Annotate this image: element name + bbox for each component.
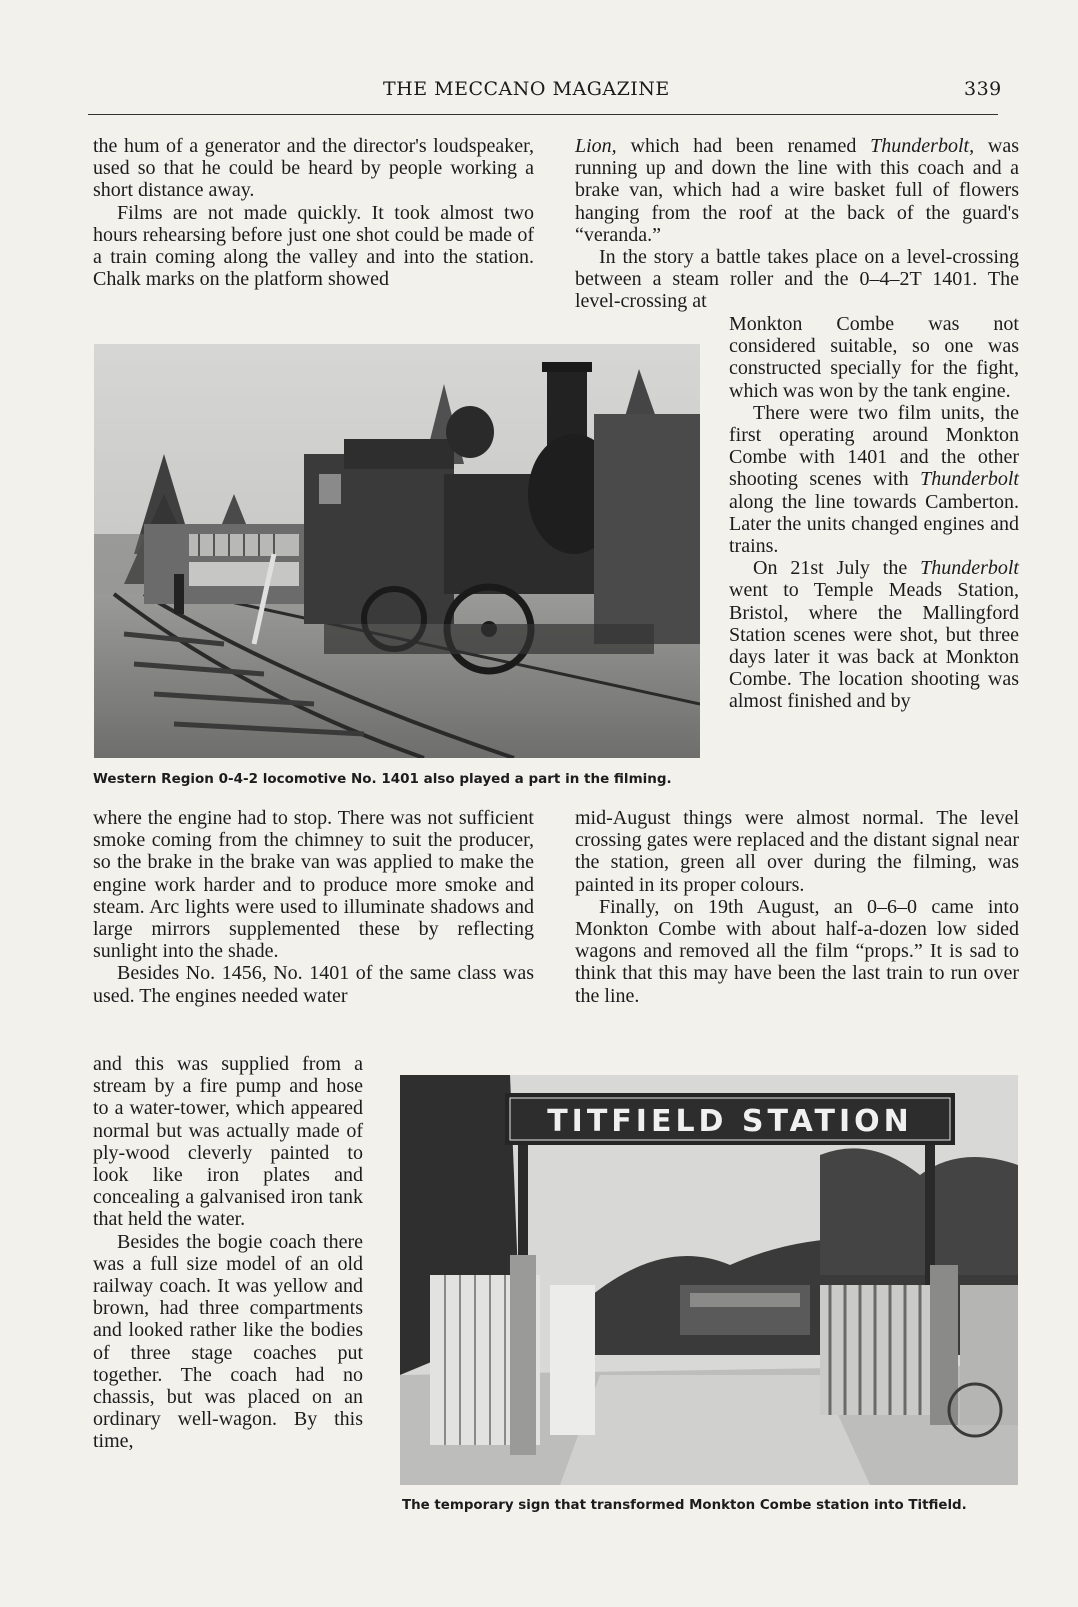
italic-title: Thunderbolt: [920, 468, 1019, 491]
page-number: 339: [964, 78, 1002, 100]
paragraph: and this was supplied from a stream by a fire pump and hose to a water-tower, which appeared normal but was actually made of ply-wood cleverly painted to look like iron plates and concealing a galvanised iron tank that held the water.: [93, 1053, 363, 1231]
text-run: which had been renamed: [616, 135, 871, 157]
text-run: along the line towards Camberton. Later the units changed engines and trains.: [729, 490, 1019, 558]
text-run: On 21st July the: [753, 557, 921, 580]
italic-title: Thunderbolt,: [870, 135, 975, 157]
left-column-top: [93, 135, 534, 290]
header-rule: [88, 114, 998, 115]
paragraph: where the engine had to stop. There was not sufficient smoke coming from the chimney to suit the producer, so the brake in the brake van was applied to make the engine work harder and to produce more smoke and steam. Arc lights were used to illuminate shadows and large mirrors supplemented these by reflecting sunlight into the shade.: [93, 807, 534, 963]
magazine-title: THE MECCANO MAGAZINE: [383, 78, 670, 100]
right-column-top: [575, 135, 1019, 313]
paragraph: Monkton Combe was not considered suitable, so one was constructed specially for the fight, which was won by the tank engine.: [729, 313, 1019, 402]
paragraph: the hum of a generator and the director's loudspeaker, used so that he could be heard by people working a short distance away.: [93, 135, 534, 202]
paragraph: In the story a battle takes place on a level-crossing between a steam roller and the 0–4–2T 1401. The level-crossing at: [575, 246, 1019, 313]
paragraph: Besides No. 1456, No. 1401 of the same class was used. The engines needed water: [93, 962, 534, 1007]
paragraph: [729, 557, 1019, 712]
italic-title: Lion,: [575, 135, 617, 157]
station-photo-caption: The temporary sign that transformed Monkton Combe station into Titfield.: [402, 1498, 967, 1513]
left-narrow-column: [93, 1053, 363, 1453]
paragraph: Besides the bogie coach there was a full size model of an old railway coach. It was yellow and brown, had three compartments and looked rather like the bodies of three stage coaches put together. The coach had no chassis, but was placed on an ordinary well-wagon. By this time,: [93, 1230, 363, 1453]
station-illustration: [400, 1075, 1018, 1485]
text-run: went to Temple Meads Station, Bristol, where the Mallingford Station scenes were shot, but three days later it was back at Monkton Combe. The location shooting was almost finished and by: [729, 579, 1019, 713]
right-column-middle: [575, 807, 1019, 1007]
italic-title: Thunderbolt: [920, 557, 1019, 580]
text-run: There were two film units, the first operating around Monkton Combe with 1401 and the other shooting scenes with: [729, 401, 1019, 491]
titfield-station-photo: [400, 1075, 1018, 1485]
station-sign-text: TITFIELD STATION: [547, 1104, 913, 1139]
paragraph: [729, 402, 1019, 557]
paragraph: [575, 135, 1019, 246]
locomotive-photo: [94, 344, 700, 758]
right-narrow-column: [729, 313, 1019, 713]
paragraph: Films are not made quickly. It took almost two hours rehearsing before just one shot could be made of a train coming along the valley and into the station. Chalk marks on the platform showed: [93, 201, 534, 291]
left-column-middle: [93, 807, 534, 1007]
paragraph: mid-August things were almost normal. The level crossing gates were replaced and the distant signal near the station, green all over during the filming, was painted in its proper colours.: [575, 807, 1019, 896]
paragraph: Finally, on 19th August, an 0–6–0 came into Monkton Combe with about half-a-dozen low sided wagons and removed all the film “props.” It is sad to think that this may have been the last train to run over the line.: [575, 895, 1019, 1007]
text-run: was running up and down the line with this coach and a brake van, which had a wire basket full of flowers hanging from the roof at the back of the guard's “veranda.”: [575, 135, 1020, 246]
locomotive-illustration: [94, 344, 700, 758]
locomotive-photo-caption: Western Region 0-4-2 locomotive No. 1401 also played a part in the filming.: [93, 771, 672, 787]
